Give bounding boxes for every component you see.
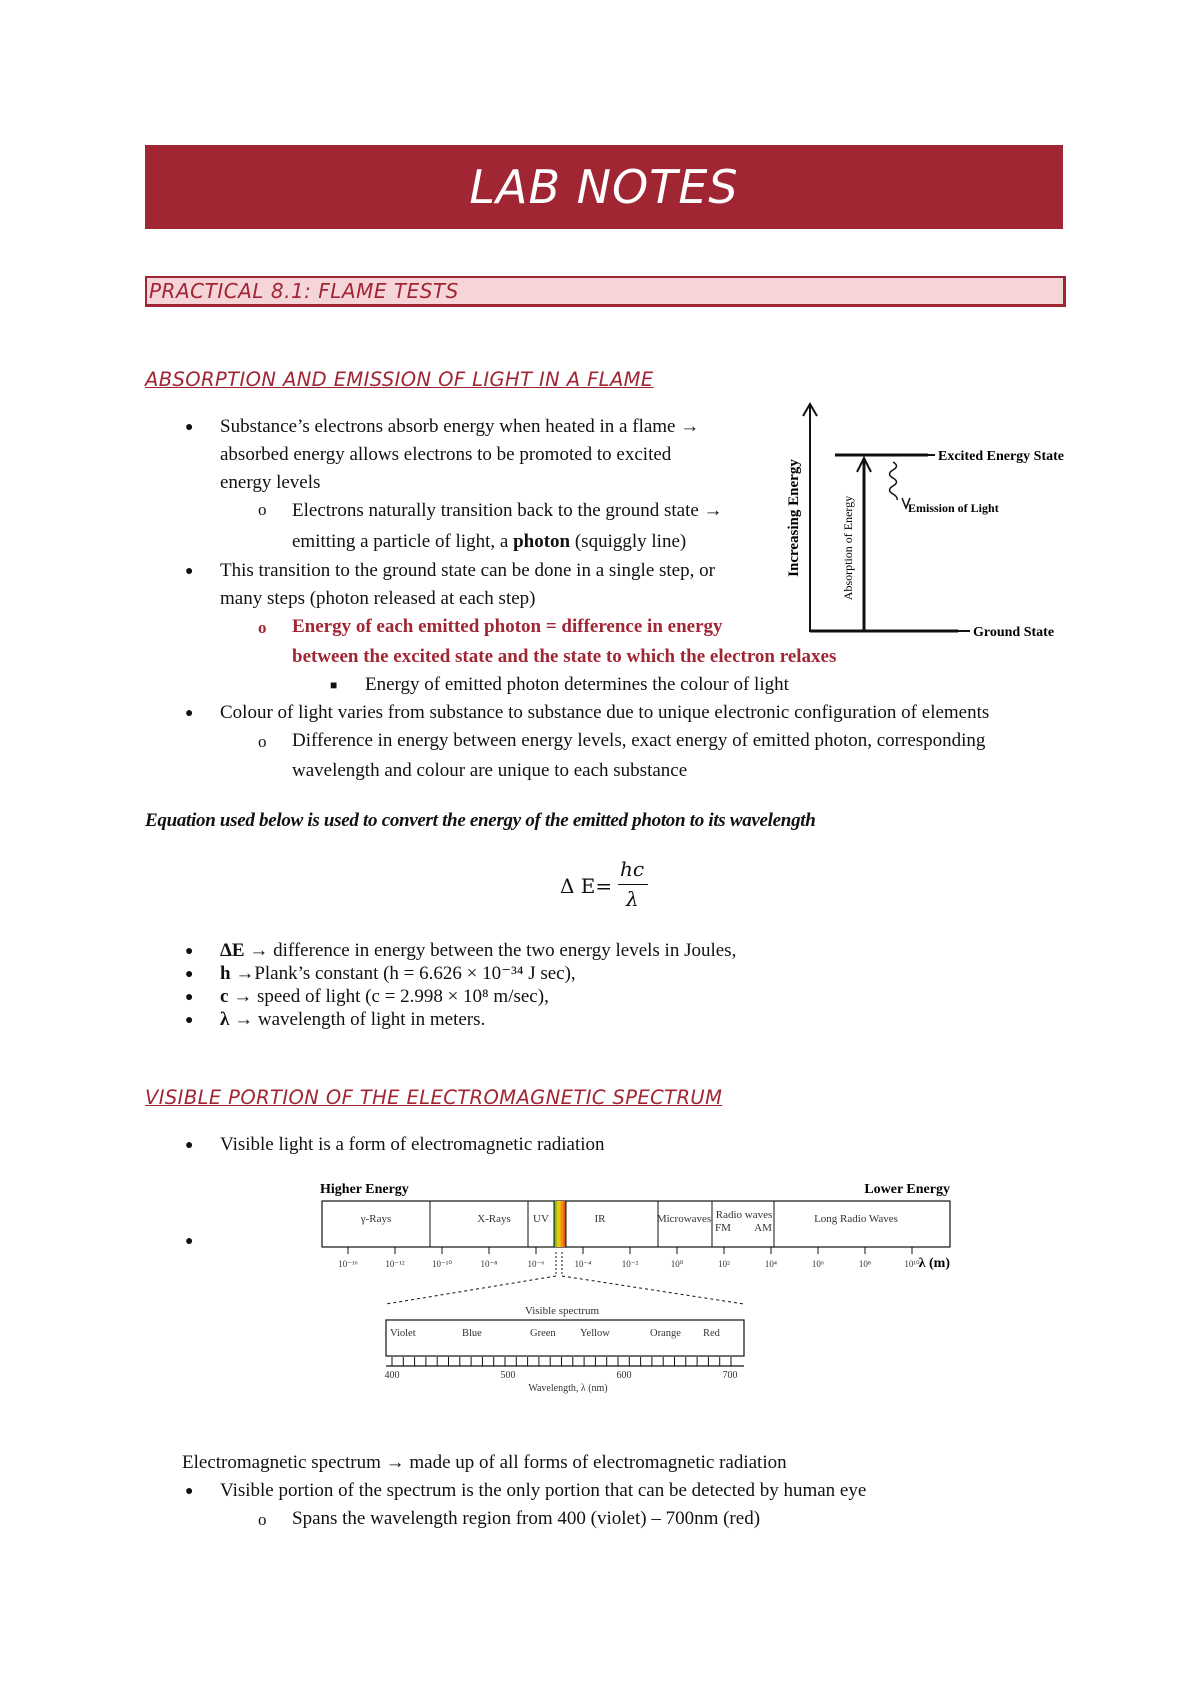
section-heading-spectrum: VISIBLE PORTION OF THE ELECTROMAGNETIC SPECTRUM (145, 1086, 723, 1109)
band-xrays: X-Rays (477, 1213, 511, 1225)
visible-color-red: Red (703, 1328, 720, 1339)
bullet: ● (185, 944, 194, 959)
label-higher-energy: Higher Energy (320, 1182, 409, 1197)
tick-label: 10² (718, 1259, 730, 1269)
definition-c (220, 986, 549, 1008)
label-ground-state: Ground State (973, 625, 1055, 638)
band-uv: UV (533, 1213, 549, 1225)
em-spectrum-line: Electromagnetic spectrum → made up of all forms of electromagnetic radiation (182, 1452, 787, 1473)
bullet-text: Colour of light varies from substance to substance due to unique electronic configuration of elements (220, 702, 990, 723)
sub-bullet-text (292, 531, 686, 553)
visible-color-violet: Violet (390, 1328, 416, 1339)
square-bullet: ■ (330, 678, 338, 692)
sub-bullet: o (258, 618, 267, 637)
sub-sub-bullet-text: Energy of emitted photon determines the colour of light (365, 674, 789, 695)
emphasis-text: between the excited state and the state to which the electron relaxes (292, 646, 837, 667)
bullet: ● (185, 706, 194, 721)
visible-color-orange: Orange (650, 1328, 681, 1339)
label-lower-energy: Lower Energy (864, 1182, 950, 1197)
bullet-text: Substance’s electrons absorb energy when heated in a flame → (220, 416, 700, 437)
bullet: ● (185, 420, 194, 435)
sub-bullet-text: Spans the wavelength region from 400 (violet) – 700nm (red) (292, 1508, 761, 1529)
bullet: ● (185, 1484, 194, 1499)
photon-term: photon (513, 531, 571, 552)
definition-text: → speed of light (c = 2.998 × 10⁸ m/sec), (233, 986, 549, 1007)
band-fm: FM (715, 1222, 731, 1234)
sub-bullet-text: Electrons naturally transition back to the ground state → (292, 500, 723, 521)
bullet-text: Visible portion of the spectrum is the only portion that can be detected by human eye (220, 1480, 867, 1501)
sub-bullet-text: Difference in energy between energy levels, exact energy of emitted photon, corresponding (292, 730, 986, 751)
bullet-text: Visible light is a form of electromagnetic radiation (220, 1134, 605, 1155)
bullet: ● (185, 990, 194, 1005)
visible-spectrum-title: Visible spectrum (524, 1305, 600, 1317)
tick-label: 10⁻⁴ (574, 1259, 592, 1269)
band-long-radio: Long Radio Waves (814, 1213, 898, 1225)
tick-label: 10⁻⁶ (527, 1259, 545, 1269)
bullet: ● (185, 1013, 194, 1028)
visible-color-green: Green (530, 1328, 556, 1339)
tick-label: 10⁰ (670, 1259, 684, 1269)
tick-label: 10⁴ (764, 1259, 778, 1269)
bullet-text: This transition to the ground state can be done in a single step, or (220, 560, 715, 581)
tick-label: 10⁶ (811, 1259, 825, 1269)
symbol: h (220, 963, 231, 984)
sub-bullet: o (258, 1510, 267, 1529)
tick-label: 10⁻¹² (385, 1259, 405, 1269)
tick-label: 10⁻¹⁰ (431, 1259, 453, 1269)
bullet: ● (185, 564, 194, 579)
bullet-text: energy levels (220, 472, 321, 493)
bullet: ● (185, 1234, 194, 1249)
band-am: AM (754, 1222, 772, 1234)
sub-bullet: o (258, 500, 267, 519)
visible-scale-500: 500 (500, 1370, 516, 1381)
axis-label-increasing-energy: Increasing Energy (786, 459, 802, 577)
tick-labels (338, 1259, 920, 1269)
tick-label: 10⁻⁸ (480, 1259, 498, 1269)
tick-label: 10⁻² (621, 1259, 639, 1269)
fraction-bar (618, 884, 648, 885)
band-ir: IR (594, 1213, 606, 1225)
photon-line-start: emitting a particle of light, a (292, 531, 509, 552)
page-banner: LAB NOTES (145, 145, 1063, 229)
symbol: λ (220, 1009, 230, 1030)
emphasis-text: Energy of each emitted photon = difference in energy (292, 616, 723, 637)
definition-lambda (220, 1009, 485, 1031)
symbol: ΔE (220, 940, 245, 961)
visible-scale-ticks (392, 1357, 731, 1366)
visible-color-blue: Blue (462, 1328, 482, 1339)
visible-color-yellow: Yellow (580, 1328, 610, 1339)
equation-caption: Equation used below is used to convert the energy of the emitted photon to its wavelength (145, 810, 816, 831)
energy-level-diagram (780, 398, 1100, 638)
axis-unit: λ (m) (918, 1256, 950, 1271)
em-spectrum-diagram (318, 1176, 958, 1396)
tick-label: 10¹⁰ (904, 1259, 920, 1269)
symbol: c (220, 986, 229, 1007)
tick-marks (348, 1247, 912, 1254)
equation-lhs: Δ E= (560, 874, 613, 898)
bullet: ● (185, 1138, 194, 1153)
equation-denominator: λ (626, 887, 639, 911)
visible-scale-700: 700 (722, 1370, 738, 1381)
bullet-text: many steps (photon released at each step) (220, 588, 536, 609)
definition-dE (220, 940, 736, 962)
bullet: ● (185, 967, 194, 982)
sub-bullet-text: wavelength and colour are unique to each substance (292, 760, 688, 781)
photon-line-tail: (squiggly line) (574, 531, 687, 552)
visible-axis-label: Wavelength, λ (nm) (528, 1383, 608, 1394)
tick-label: 10⁻¹⁶ (338, 1259, 358, 1269)
label-emission: Emission of Light (908, 501, 999, 515)
band-gamma: γ-Rays (360, 1213, 392, 1225)
band-microwaves: Microwaves (656, 1213, 712, 1225)
definition-text: → wavelength of light in meters. (234, 1009, 486, 1030)
bullet-text: absorbed energy allows electrons to be promoted to excited (220, 444, 672, 465)
section-heading-absorption: ABSORPTION AND EMISSION OF LIGHT IN A FLAME (145, 368, 654, 391)
sub-bullet: o (258, 732, 267, 751)
visible-scale-600: 600 (616, 1370, 632, 1381)
equation-numerator: hc (620, 857, 645, 881)
practical-title: PRACTICAL 8.1: FLAME TESTS (145, 276, 1066, 307)
definition-text: → difference in energy between the two energy levels in Joules, (249, 940, 737, 961)
tick-label: 10⁸ (858, 1259, 872, 1269)
definition-h (220, 963, 576, 985)
label-excited-state: Excited Energy State (938, 449, 1064, 464)
label-absorption: Absorption of Energy (841, 495, 855, 601)
definition-text: →Plank’s constant (h = 6.626 × 10⁻³⁴ J sec), (235, 963, 576, 984)
visible-scale-400: 400 (384, 1370, 400, 1381)
band-radio: Radio waves (715, 1209, 773, 1221)
